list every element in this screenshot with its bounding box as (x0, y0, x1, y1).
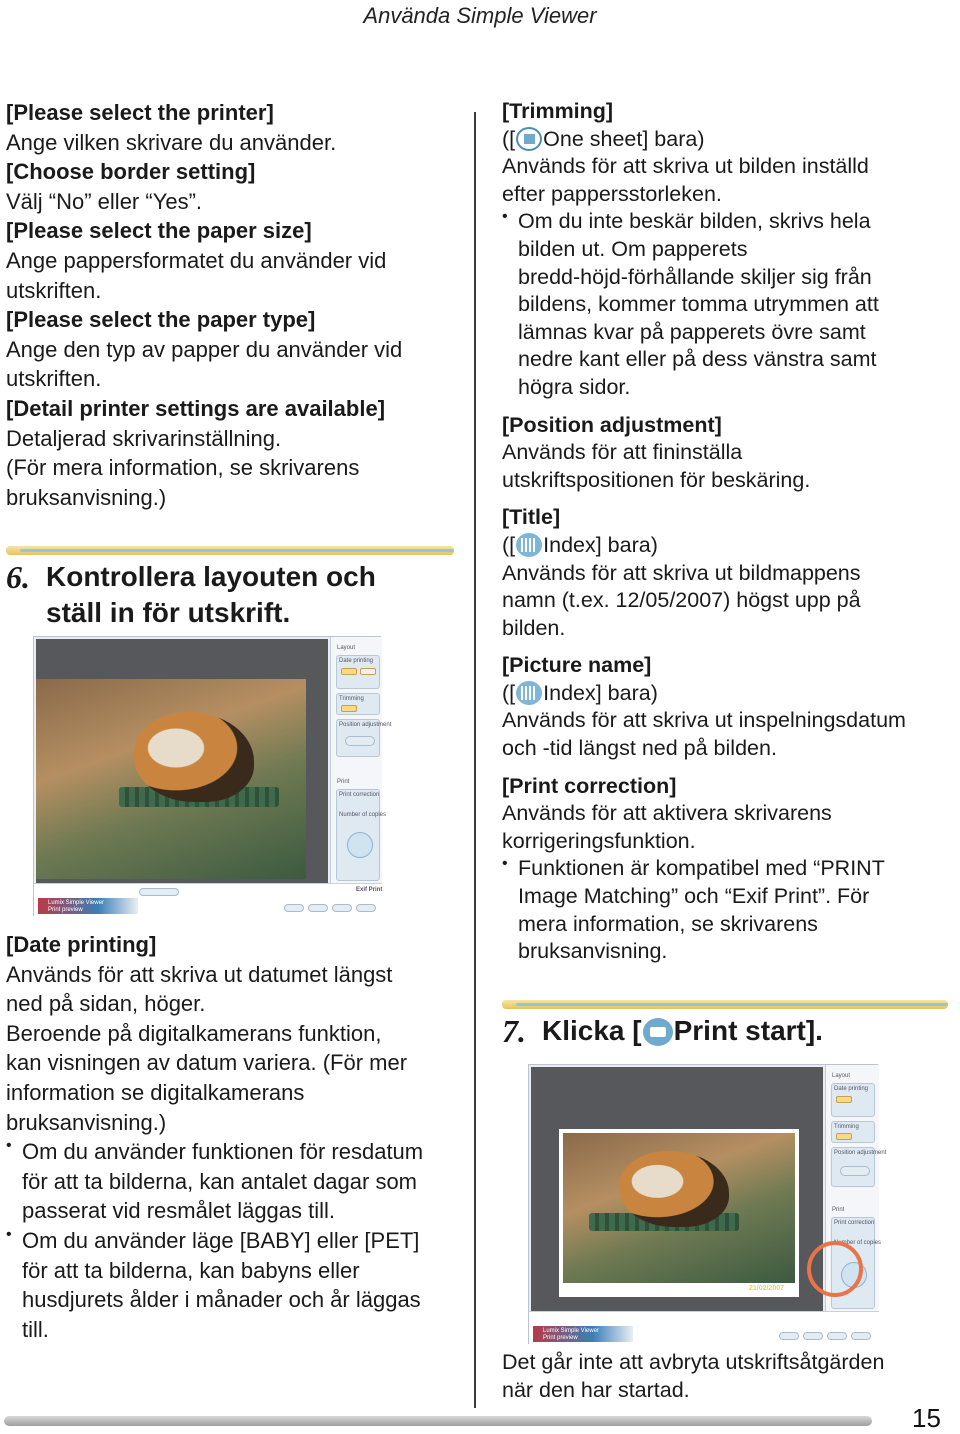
menu-button[interactable] (356, 904, 376, 912)
section-text: bilden. (502, 615, 566, 640)
step-divider (502, 1000, 948, 1009)
menu-button[interactable] (284, 904, 304, 912)
panel-label: Number of copies (339, 812, 387, 818)
panel-label: Position adjustment (339, 722, 392, 728)
one-sheet-icon (516, 127, 542, 151)
item-heading: [Please select the printer] (6, 100, 274, 125)
menu-button[interactable] (332, 904, 352, 912)
section-text: korrigeringsfunktion. (502, 828, 696, 853)
position-box (831, 1147, 887, 1187)
section-text: Beroende på digitalkamerans funktion, (6, 1020, 382, 1046)
panel-label: Trimming (834, 1124, 859, 1130)
yes-button[interactable] (836, 1096, 852, 1103)
step-divider (6, 546, 454, 555)
section-heading: [Title] (502, 505, 561, 530)
highlight-ring (807, 1241, 863, 1297)
scope-prefix: ([ (502, 680, 516, 705)
bullet-text: nedre kant eller på dess vänstra samt (518, 347, 877, 372)
item-heading: [Please select the paper size] (6, 218, 312, 244)
section-heading: [Position adjustment] (502, 412, 722, 437)
step-title-line: Kontrollera layouten och (46, 561, 376, 593)
section-heading: [Trimming] (502, 99, 614, 123)
item-heading: [Choose border setting] (6, 159, 256, 185)
item-heading: [Please select the paper type] (6, 307, 316, 333)
step-number: 7. (502, 1013, 526, 1049)
bullet-text: • Om du använder läge [BABY] eller [PET] (22, 1227, 420, 1253)
print-start-screenshot (528, 1064, 887, 1344)
step-number: 6. (6, 559, 30, 596)
exif-print-label: Exif Print (356, 887, 383, 893)
date-stamp: 21/02/2007 (749, 1285, 785, 1292)
date-printing-box (831, 1083, 875, 1117)
panel-label: Print (337, 779, 350, 785)
item-text: Detaljerad skrivarinställning. (6, 425, 282, 451)
item-text: Ange pappersformatet du använder vid (6, 247, 387, 273)
bullet-item (6, 1226, 456, 1344)
scope-line (502, 126, 952, 154)
section-heading: [Date printing] (6, 932, 157, 957)
item-text: (För mera information, se skrivarens (6, 455, 360, 481)
left-column (6, 98, 454, 631)
panel-label: Print correction (339, 792, 380, 798)
footer-text: Print preview (48, 907, 83, 913)
index-icon (516, 533, 542, 557)
bullet-text: bruksanvisning. (518, 939, 668, 964)
panel-label: Number of copies (834, 1240, 882, 1246)
bottom-rule (4, 1416, 872, 1426)
trim-yes-button[interactable] (836, 1133, 852, 1140)
position-box (336, 719, 392, 757)
section-text: Används för att fininställa (502, 440, 743, 465)
step-7-heading (502, 1013, 948, 1049)
settings-panel (330, 637, 392, 883)
menu-button[interactable] (308, 904, 328, 912)
section-text: Används för att skriva ut inspelningsdatum (502, 708, 906, 733)
column-divider (474, 112, 476, 1408)
panel-label: Trimming (339, 696, 364, 702)
item-text: Ange vilken skrivare du använder. (6, 129, 337, 155)
panel-label: Layout (832, 1073, 851, 1079)
scope-text: One sheet] bara) (543, 126, 705, 151)
no-button[interactable] (360, 668, 376, 675)
footer-text: Lumix Simple Viewer (48, 900, 104, 906)
bullet-text: bredd-höjd-förhållande skiljer sig från (518, 264, 872, 289)
item-text: utskriften. (6, 277, 102, 303)
step-7-block (502, 1000, 948, 1049)
bullet-text: för att ta bilderna, kan babyns eller (22, 1257, 360, 1283)
bullet-text: • Om du inte beskär bilden, skrivs hela (518, 209, 871, 234)
panel-label: Layout (337, 645, 356, 651)
section-text: och -tid längst ned på bilden. (502, 736, 777, 761)
section-text: Används för att skriva ut bilden inställd (502, 154, 869, 179)
step-title-suffix: Print start]. (673, 1015, 823, 1046)
item-text: Välj “No” eller “Yes”. (6, 188, 203, 214)
date-printing-section (6, 930, 456, 1344)
print-correction-section (502, 773, 952, 966)
section-text: information se digitalkamerans (6, 1079, 305, 1105)
bullet-text: Image Matching” och “Exif Print”. För (518, 884, 870, 909)
section-text: Används för att skriva ut bildmappens (502, 560, 861, 585)
section-text: ned på sidan, höger. (6, 991, 206, 1017)
item-text: utskriften. (6, 366, 102, 392)
yes-button[interactable] (341, 668, 357, 675)
section-heading: [Print correction] (502, 773, 677, 798)
panel-label: Print (832, 1207, 845, 1213)
bullet-item (6, 1137, 456, 1226)
bullet-text: till. (22, 1316, 49, 1342)
trim-yes-button[interactable] (341, 705, 357, 712)
bullet-text: högra sidor. (518, 374, 631, 399)
section-heading: [Picture name] (502, 653, 652, 678)
closing-note (502, 1349, 952, 1404)
date-printing-box (336, 655, 380, 689)
panel-label: Date printing (339, 658, 374, 664)
scope-line (502, 680, 952, 708)
bullet-text: • Om du använder funktionen för resdatum (22, 1139, 424, 1165)
bottom-bar (34, 883, 382, 917)
scope-prefix: ([ (502, 126, 516, 151)
panel-label: Print correction (834, 1220, 875, 1226)
section-text: bruksanvisning.) (6, 1109, 167, 1135)
menu-button[interactable] (779, 1332, 799, 1340)
position-section (502, 412, 952, 495)
section-text: kan visningen av datum variera. (För mer (6, 1050, 408, 1076)
scope-line (502, 532, 952, 560)
item-heading: [Detail printer settings are available] (6, 395, 386, 421)
bullet-text: husdjurets ålder i månader och år läggas (22, 1287, 421, 1313)
panel-label: Position adjustment (834, 1150, 887, 1156)
position-control[interactable] (345, 736, 375, 746)
section-text: Används för att skriva ut datumet längst (6, 961, 393, 987)
bullet-text: lämnas kvar på papperets övre samt (518, 319, 866, 344)
trimming-section (502, 98, 952, 402)
bullet-item (502, 855, 952, 965)
bullet-text: bilden ut. Om papperets (518, 236, 748, 261)
step-title-prefix: Klicka [ (542, 1015, 642, 1046)
print-start-icon (643, 1018, 673, 1046)
right-column (502, 98, 952, 966)
page-nav[interactable] (139, 888, 179, 896)
scope-text: Index] bara) (543, 680, 658, 705)
scope-text: Index] bara) (543, 532, 658, 557)
section-text: efter pappersstorleken. (502, 181, 722, 206)
position-control[interactable] (840, 1166, 870, 1176)
step-title (542, 1013, 823, 1049)
running-title: Använda Simple Viewer (363, 3, 597, 28)
menu-button[interactable] (803, 1332, 823, 1340)
page-number: 15 (912, 1403, 941, 1433)
menu-button[interactable] (827, 1332, 847, 1340)
section-text: Används för att aktivera skrivarens (502, 801, 832, 826)
footer-text: Print preview (543, 1335, 578, 1341)
bottom-bar (529, 1311, 879, 1345)
bullet-item (502, 208, 952, 401)
closing-text: Det går inte att avbryta utskriftsåtgärden (502, 1350, 885, 1374)
panel-label: Date printing (834, 1086, 869, 1092)
bullet-text: för att ta bilderna, kan antalet dagar som (22, 1168, 418, 1194)
title-section (502, 504, 952, 642)
item-text: Ange den typ av papper du använder vid (6, 336, 403, 362)
footer-text: Lumix Simple Viewer (543, 1328, 599, 1334)
bullet-text: • Funktionen är kompatibel med “PRINT (518, 856, 885, 881)
index-icon (516, 681, 542, 705)
picture-name-section (502, 652, 952, 762)
print-box (336, 789, 387, 881)
bullet-text: bildens, kommer tomma utrymmen att (518, 292, 879, 317)
item-text: bruksanvisning.) (6, 484, 167, 510)
section-text: utskriftspositionen för beskäring. (502, 467, 811, 492)
print-start-button[interactable] (347, 832, 373, 858)
section-text: namn (t.ex. 12/05/2007) högst upp på (502, 588, 861, 613)
trimming-box (336, 693, 380, 715)
bullet-text: mera information, se skrivarens (518, 911, 818, 936)
closing-text: när den har startad. (502, 1377, 690, 1402)
scope-prefix: ([ (502, 532, 516, 557)
printer-settings-list (6, 98, 454, 512)
bullet-text: passerat vid resmålet läggas till. (22, 1198, 336, 1224)
step-6-heading (6, 559, 454, 631)
trimming-box (831, 1121, 875, 1143)
step-title-line: ställ in för utskrift. (46, 597, 291, 629)
print-preview-screenshot (33, 636, 392, 916)
menu-button[interactable] (851, 1332, 871, 1340)
